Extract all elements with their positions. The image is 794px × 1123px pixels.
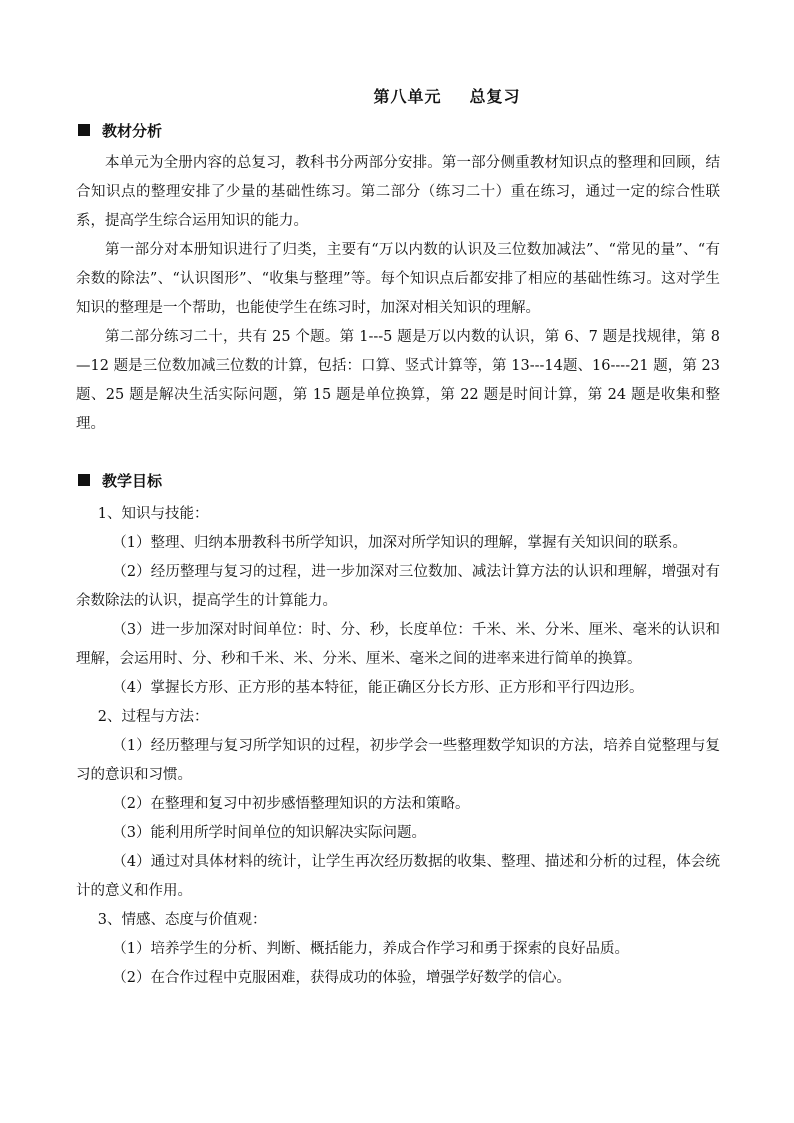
goal-item: （2）在合作过程中克服困难，获得成功的体验，增强学好数学的信心。 bbox=[112, 970, 571, 986]
section-heading-text: 教材分析 bbox=[102, 121, 163, 140]
goal-group-label: 3、情感、态度与价值观： bbox=[97, 912, 267, 928]
goal-item: （1）培养学生的分析、判断、概括能力，养成合作学习和勇于探索的良好品质。 bbox=[112, 941, 629, 957]
goal-group-label: 2、过程与方法： bbox=[97, 709, 209, 725]
square-bullet-icon bbox=[78, 124, 90, 136]
goal-item: （2）经历整理与复习的过程，进一步加深对三位数加、减法计算方法的认识和理解，增强对有余数除法的认识，提高学生的计算能力。 bbox=[76, 564, 720, 609]
paragraph: 第二部分练习二十，共有 25 个题。第 1---5 题是万以内数的认识，第 6、7 题是找规律，第 8—12 题是三位数加减三位数的计算，包括：口算、竖式计算等，第 13---14题、16----21 题，第 23 题、25 题是解决生活实际问题，第 15 题是单位换算，第 22 题是时间计算，第 24 题是收集和整理。 bbox=[76, 329, 720, 432]
section-textbook-analysis-body bbox=[76, 149, 720, 439]
square-bullet-icon bbox=[78, 474, 90, 486]
paragraph: 本单元为全册内容的总复习，教科书分两部分安排。第一部分侧重教材知识点的整理和回顾，结合知识点的整理安排了少量的基础性练习。第二部分（练习二十）重在练习，通过一定的综合性联系，提高学生综合运用知识的能力。 bbox=[76, 155, 720, 229]
goal-item: （4）掌握长方形、正方形的基本特征，能正确区分长方形、正方形和平行四边形。 bbox=[112, 680, 644, 696]
paragraph: 第一部分对本册知识进行了归类，主要有“万以内数的认识及三位数加减法”、“常见的量”、“有余数的除法”、“认识图形”、“收集与整理”等。每个知识点后都安排了相应的基础性练习。这对学生知识的整理是一个帮助，也能使学生在练习时，加深对相关知识的理解。 bbox=[76, 242, 720, 316]
goal-item: （3）进一步加深对时间单位：时、分、秒，长度单位：千米、米、分米、厘米、毫米的认识和理解，会运用时、分、秒和千米、米、分米、厘米、毫米之间的进率来进行简单的换算。 bbox=[76, 622, 720, 667]
unit-name: 总复习 bbox=[469, 87, 521, 106]
page-title bbox=[0, 84, 794, 107]
goal-item: （3）能利用所学时间单位的知识解决实际问题。 bbox=[112, 825, 426, 841]
goal-group-label: 1、知识与技能： bbox=[97, 506, 209, 522]
section-teaching-goals-body bbox=[76, 500, 720, 993]
section-heading-text: 教学目标 bbox=[102, 471, 163, 490]
goal-item: （4）通过对具体材料的统计，让学生再次经历数据的收集、整理、描述和分析的过程，体会统计的意义和作用。 bbox=[76, 854, 720, 899]
section-heading-textbook-analysis bbox=[78, 120, 162, 140]
goal-item: （1）经历整理与复习所学知识的过程，初步学会一些整理数学知识的方法，培养自觉整理与复习的意识和习惯。 bbox=[76, 738, 720, 783]
unit-label: 第八单元 bbox=[373, 87, 442, 106]
section-heading-teaching-goals bbox=[78, 470, 162, 490]
goal-item: （2）在整理和复习中初步感悟整理知识的方法和策略。 bbox=[112, 796, 470, 812]
goal-item: （1）整理、归纳本册教科书所学知识，加深对所学知识的理解，掌握有关知识间的联系。 bbox=[112, 535, 687, 551]
